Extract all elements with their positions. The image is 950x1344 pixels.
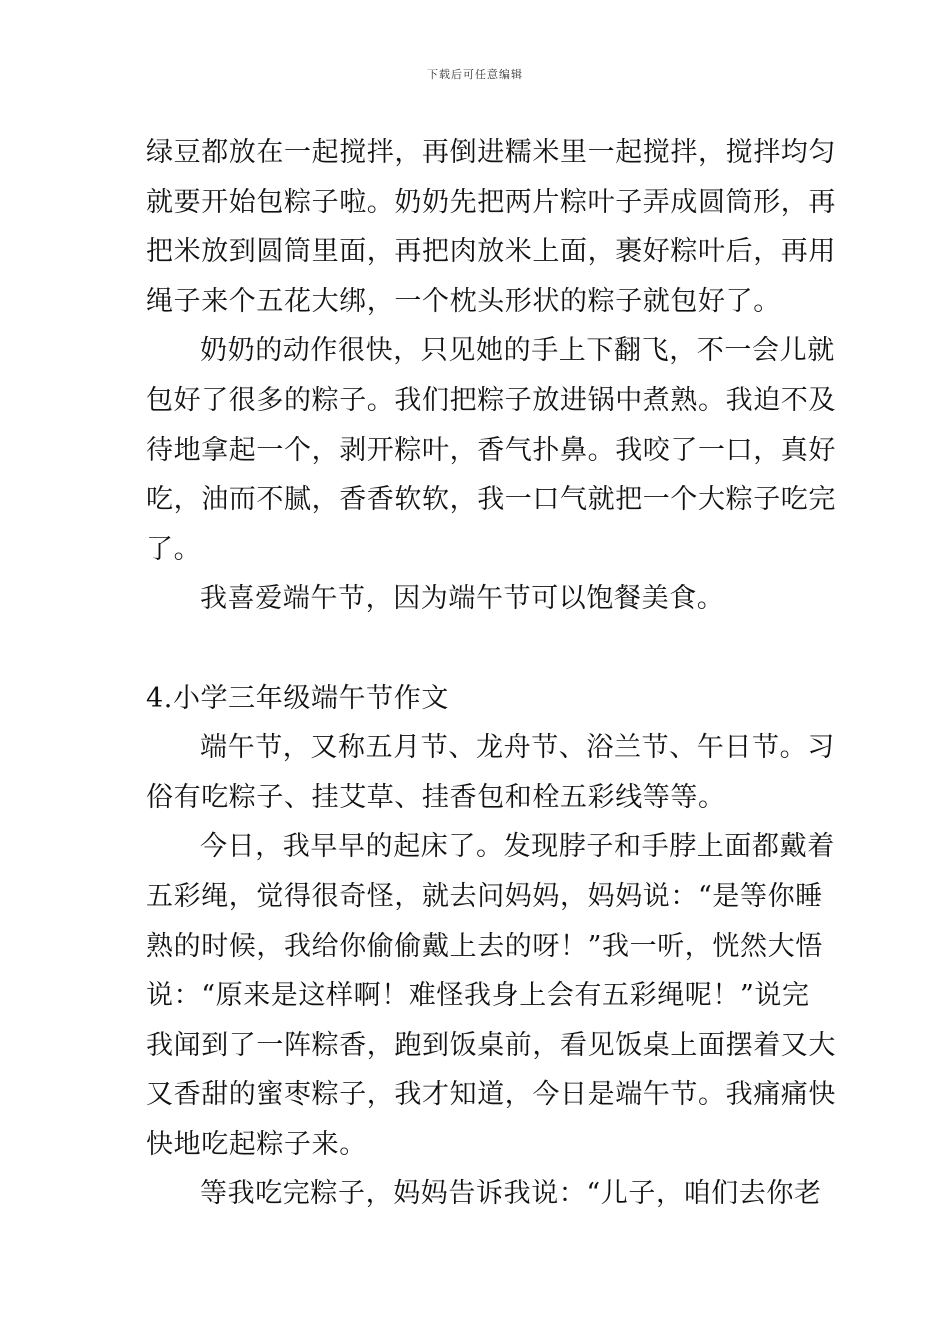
- text-line: 俗有吃粽子、挂艾草、挂香包和栓五彩线等等。: [146, 781, 726, 813]
- section-heading: 4.小学三年级端午节作文: [146, 682, 449, 714]
- paragraph-first-line: 我喜爱端午节，因为端午节可以饱餐美食。: [200, 583, 725, 615]
- text-line: 我闻到了一阵粽香，跑到饭桌前，看见饭桌上面摆着又大: [146, 1029, 836, 1061]
- text-line: 绳子来个五花大绑，一个枕头形状的粽子就包好了。: [146, 285, 781, 317]
- blank-line: [146, 624, 811, 674]
- paragraph-first-line: 奶奶的动作很快，只见她的手上下翻飞，不一会儿就: [200, 335, 835, 367]
- text-line: 绿豆都放在一起搅拌，再倒进糯米里一起搅拌，搅拌均匀: [146, 137, 836, 168]
- text-line: 包好了很多的粽子。我们把粽子放进锅中煮熟。我迫不及: [146, 384, 836, 416]
- paragraph-first-line: 等我吃完粽子，妈妈告诉我说：“儿子，咱们去你老: [200, 1178, 822, 1210]
- text-line: 吃，油而不腻，香香软软，我一口气就把一个大粽子吃完: [146, 484, 836, 516]
- document-body: [146, 128, 836, 1219]
- text-line: 熟的时候，我给你偷偷戴上去的呀！”我一听，恍然大悟: [146, 930, 823, 962]
- text-line: 五彩绳，觉得很奇怪，就去问妈妈，妈妈说：“是等你睡: [146, 880, 823, 912]
- paragraph-first-line: 今日，我早早的起床了。发现脖子和手脖上面都戴着: [200, 831, 835, 863]
- text-line: 又香甜的蜜枣粽子，我才知道，今日是端午节。我痛痛快: [146, 1079, 836, 1111]
- text-line: 说：“原来是这样啊！难怪我身上会有五彩绳呢！”说完: [146, 980, 810, 1012]
- page-header-note: 下载后可任意编辑: [427, 68, 523, 81]
- text-line: 就要开始包粽子啦。奶奶先把两片粽叶子弄成圆筒形，再: [146, 186, 836, 218]
- paragraph-first-line: 端午节，又称五月节、龙舟节、浴兰节、午日节。习: [200, 732, 835, 764]
- text-line: 快地吃起粽子来。: [146, 1128, 367, 1160]
- text-line: 了。: [146, 533, 202, 565]
- text-line: 待地拿起一个，剥开粽叶，香气扑鼻。我咬了一口，真好: [146, 434, 836, 466]
- text-line: 把米放到圆筒里面，再把肉放米上面，裹好粽叶后，再用: [146, 236, 836, 268]
